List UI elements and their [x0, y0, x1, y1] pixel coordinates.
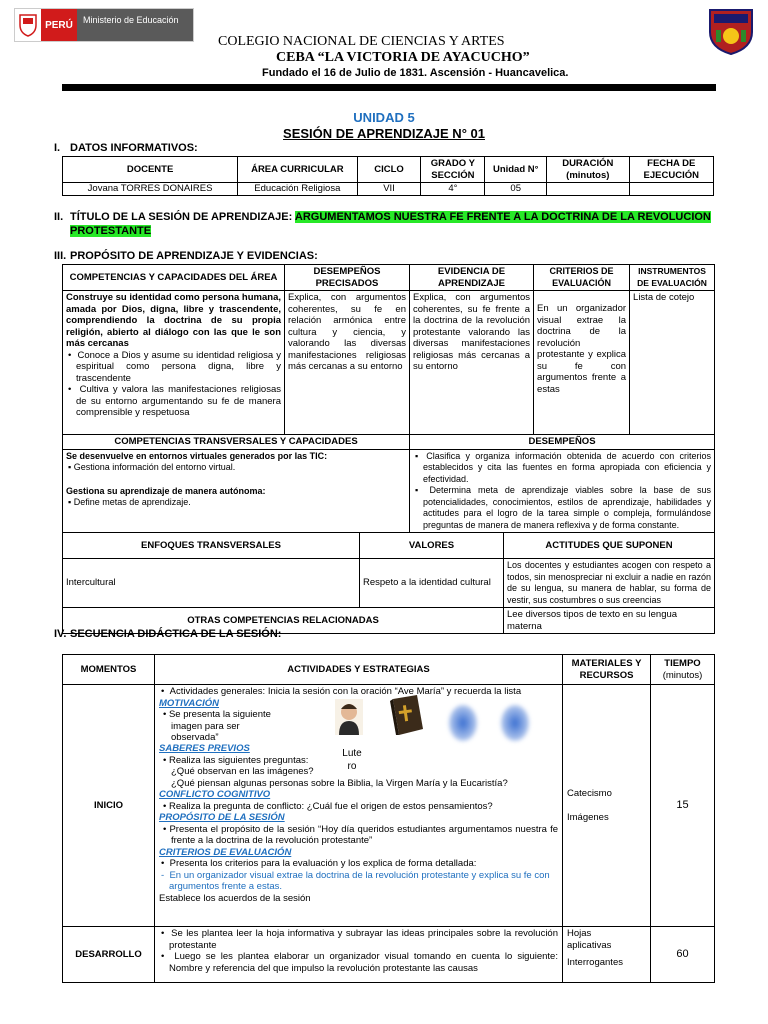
transversal-2-cap: ▪ Define metas de aprendizaje. [68, 497, 191, 507]
transversal-1: Se desenvuelve en entornos virtuales generados por las TIC: [66, 450, 328, 461]
desempeno-cell: Explica, con argumentos coherentes, su fe en relación armónica entre cultura y ciencia, y valorando las diversas manifestaciones religiosas más cercanas a su entorno [285, 291, 410, 435]
otras-header: OTRAS COMPETENCIAS RELACIONADAS [63, 608, 504, 634]
cell-fecha [629, 183, 714, 196]
header-divider [62, 84, 716, 91]
col-materiales: MATERIALES Y RECURSOS [563, 655, 651, 685]
inicio-tiempo: 15 [651, 685, 715, 927]
desarrollo-activities [155, 927, 563, 983]
desempeno-1: ▪ Clasifica y organiza información obtenida de acuerdo con criterios establecidos y cita las fuentes en forma apropiada con eficiencia y efectividad. [415, 450, 712, 484]
inicio-materiales [563, 685, 651, 927]
col-evidencia: EVIDENCIA DE APRENDIZAJE [410, 265, 534, 291]
founded-line: Fundado el 16 de Julio de 1831. Ascensión - Huancavelica. [262, 67, 569, 79]
col-fecha: FECHA DE EJECUCIÓN [629, 157, 714, 183]
col-actividades: ACTIVIDADES Y ESTRATEGIAS [155, 655, 563, 685]
criterios-item: - En un organizador visual extrae la doctrina de la revolución protestante y explica su fe con argumentos frente a estas. [161, 869, 550, 892]
transversales-cell [63, 449, 410, 533]
inicio-activities [155, 685, 563, 927]
col-instrumentos: INSTRUMENTOS DE EVALUACIÓN [630, 265, 715, 291]
col-tiempo: TIEMPO (minutos) [651, 655, 715, 685]
actitudes-header: ACTITUDES QUE SUPONEN [504, 533, 715, 559]
col-duracion: DURACIÓN (minutos) [547, 157, 629, 183]
conflicto-heading: CONFLICTO COGNITIVO [159, 789, 271, 800]
desarrollo-label: DESARROLLO [63, 927, 155, 983]
proposito-table [62, 264, 715, 634]
secuencia-table [62, 654, 715, 983]
bible-icon [387, 693, 427, 737]
saberes-text: • Realiza las siguientes preguntas: [163, 754, 309, 766]
question-2: ¿Qué piensan algunas personas sobre la Biblia, la Virgen María y la Eucaristía? [171, 777, 508, 789]
logo-ministry-text: Ministerio de Educación [77, 9, 193, 41]
instrumento-cell: Lista de cotejo [630, 291, 715, 435]
desempeno-2: ▪ Determina meta de aprendizaje viables sobre la base de sus potencialidades, conocimientos, estilos de aprendizaje, habilidades y actitudes para el logro de la tarea simple o compleja, formulándose preguntas de manera de manera reflexiva y de forma constante. [415, 485, 712, 530]
section-2-heading: II. TÍTULO DE LA SESIÓN DE APRENDIZAJE: ARGUMENTAMOS NUESTRA FE FRENTE A LA DOCTRINA DE LA REVOLUCION [54, 211, 711, 223]
cell-duracion [547, 183, 629, 196]
col-criterios: CRITERIOS DE EVALUACIÓN [534, 265, 630, 291]
otras-cell: Lee diversos tipos de texto en su lengua materna [504, 608, 715, 634]
peru-shield-icon [15, 9, 41, 41]
datos-informativos-table [62, 156, 714, 196]
col-ciclo: CICLO [357, 157, 421, 183]
cell-ciclo: VII [357, 183, 421, 196]
proposito-heading: PROPÓSITO DE LA SESIÓN [159, 812, 285, 823]
desarrollo-material-1: Hojas aplicativas [567, 928, 612, 951]
cell-area: Educación Religiosa [238, 183, 357, 196]
section-3-heading: III. PROPÓSITO DE APRENDIZAJE Y EVIDENCIAS: [54, 250, 318, 262]
blurred-image-1-icon [449, 705, 477, 741]
motivacion-heading: MOTIVACIÓN [159, 697, 219, 709]
session-title: SESIÓN DE APRENDIZAJE N° 01 [283, 126, 485, 141]
saberes-heading: SABERES PREVIOS [159, 743, 250, 754]
unit-title: UNIDAD 5 [353, 110, 415, 125]
inicio-general: • Actividades generales: Inicia la sesión con la oración “Ave María” y recuerda la lista [161, 686, 522, 697]
school-crest-icon [706, 6, 756, 56]
col-grado: GRADO Y SECCIÓN [421, 157, 485, 183]
desempenos-header: DESEMPEÑOS [410, 435, 715, 450]
image-caption: Lute ro [342, 747, 362, 772]
school-name: COLEGIO NACIONAL DE CIENCIAS Y ARTES [218, 34, 505, 49]
transversal-2: Gestiona su aprendizaje de manera autónoma: [66, 485, 266, 496]
desarrollo-material-2: Interrogantes [567, 957, 623, 968]
col-desempenos: DESEMPEÑOS PRECISADOS [285, 265, 410, 291]
logo-peru-text: PERÚ [41, 9, 77, 41]
col-momentos: MOMENTOS [63, 655, 155, 685]
desarrollo-item-1: • Se les plantea leer la hoja informativa y subrayar las ideas principales sobre la revolución protestante [161, 928, 558, 951]
criterio-cell: En un organizador visual extrae la doctrina de la revolución protestante y explica su fe con argumentos frente a estas [534, 291, 630, 435]
col-competencias: COMPETENCIAS Y CAPACIDADES DEL ÁREA [63, 265, 285, 291]
cell-unidad: 05 [485, 183, 547, 196]
capacidad-2: • Cultiva y valora las manifestaciones religiosas de su entorno argumentando su fe de manera comprensible y respetuosa [68, 384, 281, 418]
valores-header: VALORES [360, 533, 504, 559]
criterios-text: • Presenta los criterios para la evaluación y los explica de forma detallada: [161, 858, 477, 869]
question-1: ¿Qué observan en las imágenes? [171, 766, 314, 777]
col-unidad: Unidad N° [485, 157, 547, 183]
enfoques-header: ENFOQUES TRANSVERSALES [63, 533, 360, 559]
proposito-text: • Presenta el propósito de la sesión “Hoy día queridos estudiantes argumentamos nuestra fe frente a la doctrina de la revolución protestante” [163, 823, 558, 846]
valor-cell: Respeto a la identidad cultural [360, 559, 504, 608]
session-topic: ARGUMENTAMOS NUESTRA FE FRENTE A LA DOCTRINA DE LA REVOLUCION [294, 211, 711, 223]
competencia-text: Construye su identidad como persona humana, amada por Dios, digna, libre y trascendente, comprendiendo la doctrina de su propia religión, abierto al diálogo con las que le son más cercanas [66, 292, 281, 349]
evidencia-cell: Explica, con argumentos coherentes, su fe frente a la doctrina de la revolución protestante valorando las diversas manifestaciones religiosas más cercanas a su entorno [410, 291, 534, 435]
cell-docente: Jovana TORRES DONAIRES [63, 183, 238, 196]
actitud-cell: Los docentes y estudiantes acogen con respeto a todos, sin menospreciar ni excluir a nadie en razón de su lengua, su manera de hablar, su forma de vestir, sus costumbres o sus creencias [504, 559, 715, 608]
desempenos-cell [410, 449, 715, 533]
inicio-material-1: Catecismo [567, 788, 612, 799]
ceba-name: CEBA “LA VICTORIA DE AYACUCHO” [276, 50, 530, 65]
criterios-heading: CRITERIOS DE EVALUACIÓN [159, 846, 292, 858]
acuerdos-text: Establece los acuerdos de la sesión [159, 892, 311, 904]
luther-portrait-icon [335, 699, 363, 735]
desarrollo-tiempo: 60 [651, 927, 715, 983]
section-2-topic-cont: PROTESTANTE [70, 225, 152, 237]
col-docente: DOCENTE [63, 157, 238, 183]
section-4-heading: IV. SECUENCIA DIDÁCTICA DE LA SESIÓN: [54, 628, 282, 640]
capacidad-1: • Conoce a Dios y asume su identidad religiosa y espiritual como persona digna, libre y trascendente [68, 349, 282, 384]
transversal-1-cap: ▪ Gestiona información del entorno virtual. [68, 462, 236, 472]
inicio-material-2: Imágenes [567, 811, 609, 823]
cell-grado: 4° [421, 183, 485, 196]
section-1-heading: I. DATOS INFORMATIVOS: [54, 142, 198, 154]
desarrollo-materiales [563, 927, 651, 983]
motivacion-text: • Se presenta la siguiente imagen para ser observada” [163, 709, 271, 743]
blurred-image-2-icon [501, 705, 529, 741]
desarrollo-item-2: • Luego se les plantea elaborar un organizador visual tomando en cuenta lo siguiente: Nombre y referencia del que impulso la revolución protestante las causas [161, 951, 558, 974]
conflicto-text: • Realiza la pregunta de conflicto: ¿Cuál fue el origen de estos pensamientos? [163, 800, 493, 812]
col-area: ÁREA CURRICULAR [238, 157, 357, 183]
inicio-label: INICIO [63, 685, 155, 927]
minedu-logo [14, 8, 194, 42]
transversales-header: COMPETENCIAS TRANSVERSALES Y CAPACIDADES [63, 435, 410, 450]
enfoque-cell: Intercultural [63, 559, 360, 608]
competencia-cell [63, 291, 285, 435]
